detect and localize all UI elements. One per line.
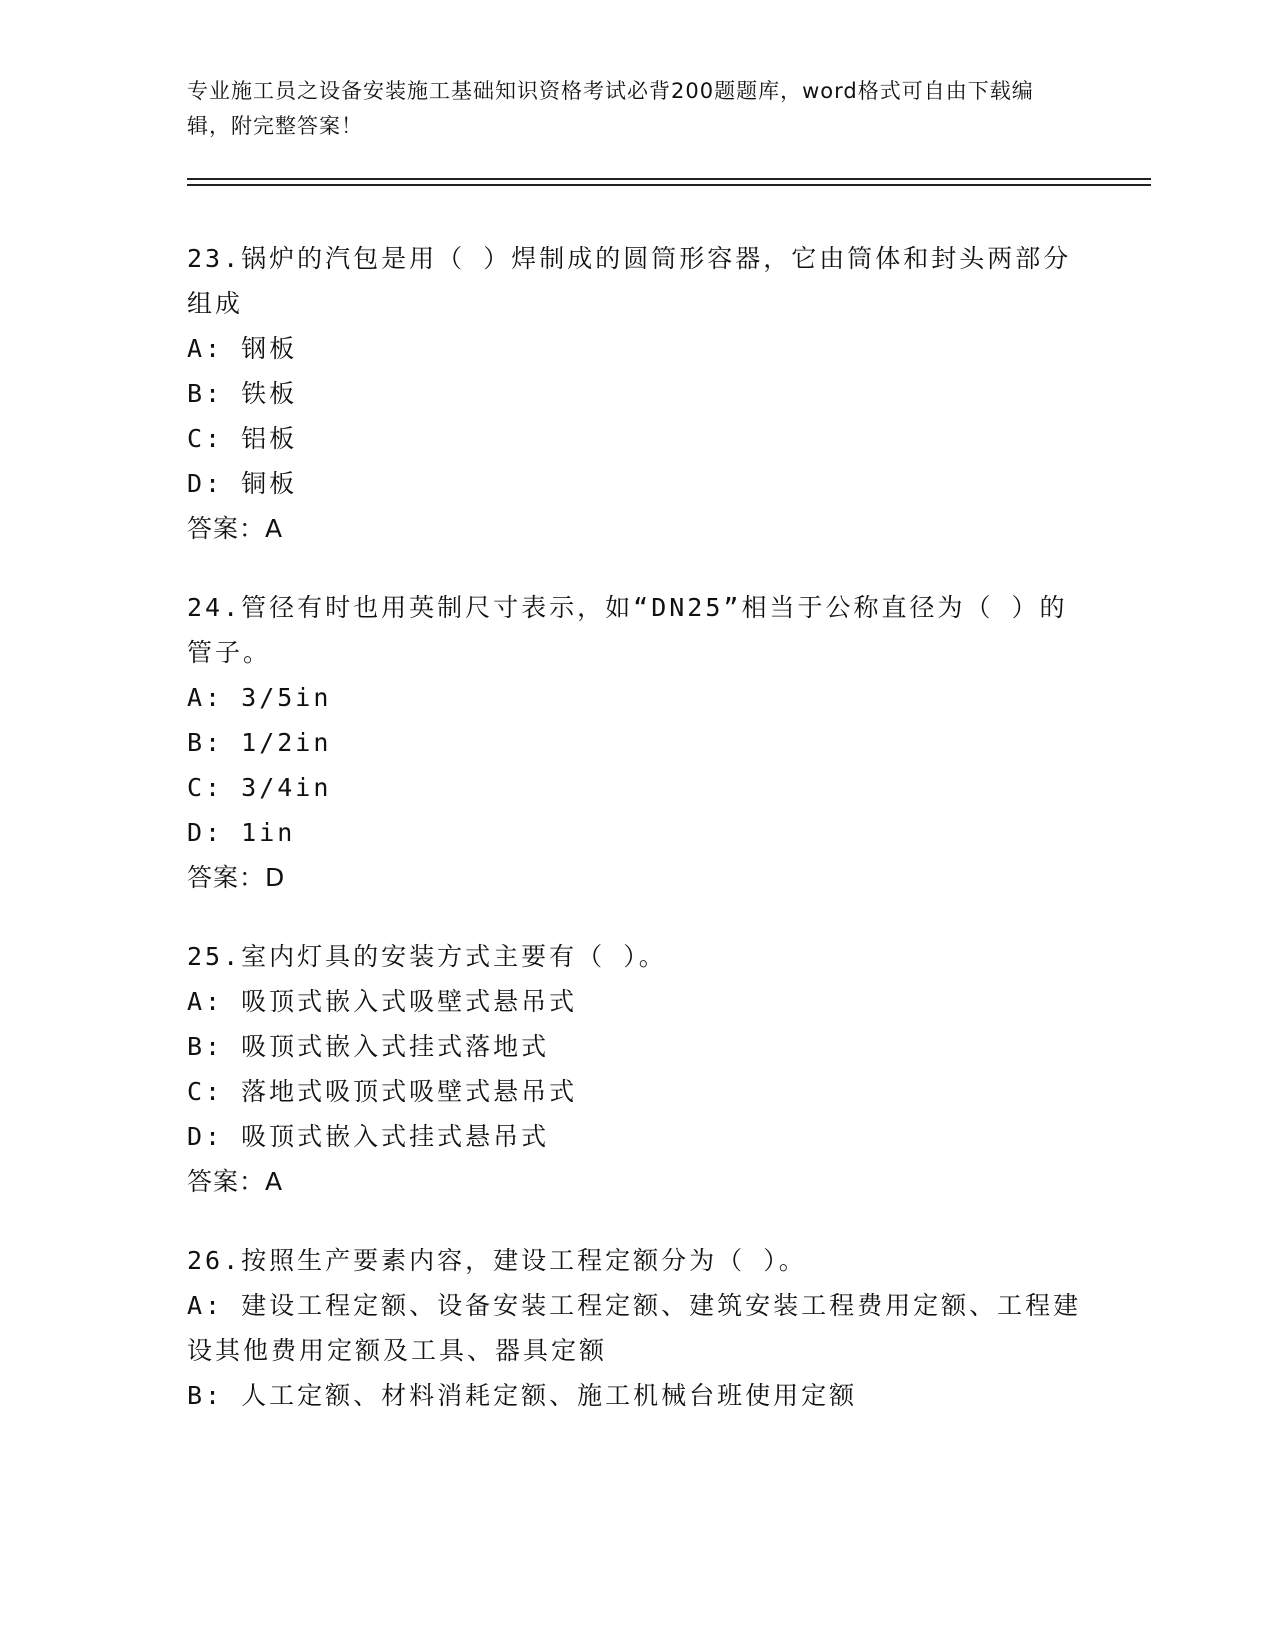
- question-text: 24.管径有时也用英制尺寸表示，如“DN25”相当于公称直径为（ ）的管子。: [187, 593, 1068, 667]
- option-c: C: 3/4in: [187, 773, 332, 802]
- header-rule-top: [187, 178, 1151, 180]
- option-a: A: 钢板: [187, 334, 298, 363]
- question-text: 23.锅炉的汽包是用（ ）焊制成的圆筒形容器，它由筒体和封头两部分组成: [187, 244, 1072, 318]
- option-a: A: 吸顶式嵌入式吸壁式悬吊式: [187, 987, 578, 1016]
- answer: 答案：A: [187, 514, 284, 543]
- option-b: B: 吸顶式嵌入式挂式落地式: [187, 1032, 550, 1061]
- answer: 答案：A: [187, 1167, 284, 1196]
- answer: 答案：D: [187, 863, 286, 892]
- question-26: [187, 1238, 1087, 1418]
- option-a: A: 3/5in: [187, 683, 332, 712]
- option-d: D: 1in: [187, 818, 296, 847]
- option-b: B: 铁板: [187, 379, 298, 408]
- question-25: [187, 934, 1087, 1204]
- option-c: C: 铝板: [187, 424, 298, 453]
- question-text: 25.室内灯具的安装方式主要有（ ）。: [187, 942, 667, 971]
- header-rule-bottom: [187, 184, 1151, 186]
- question-23: [187, 236, 1087, 551]
- option-a: A: 建设工程定额、设备安装工程定额、建筑安装工程费用定额、工程建设其他费用定额及工具、器具定额: [187, 1291, 1082, 1365]
- document-header: 专业施工员之设备安装施工基础知识资格考试必背200题题库，word格式可自由下载编辑，附完整答案！: [187, 79, 1034, 138]
- option-d: D: 铜板: [187, 469, 298, 498]
- question-24: [187, 585, 1087, 900]
- option-d: D: 吸顶式嵌入式挂式悬吊式: [187, 1122, 550, 1151]
- option-b: B: 人工定额、材料消耗定额、施工机械台班使用定额: [187, 1381, 858, 1410]
- option-b: B: 1/2in: [187, 728, 332, 757]
- question-text: 26.按照生产要素内容，建设工程定额分为（ ）。: [187, 1246, 807, 1275]
- question-list: [187, 236, 1087, 1452]
- option-c: C: 落地式吸顶式吸壁式悬吊式: [187, 1077, 578, 1106]
